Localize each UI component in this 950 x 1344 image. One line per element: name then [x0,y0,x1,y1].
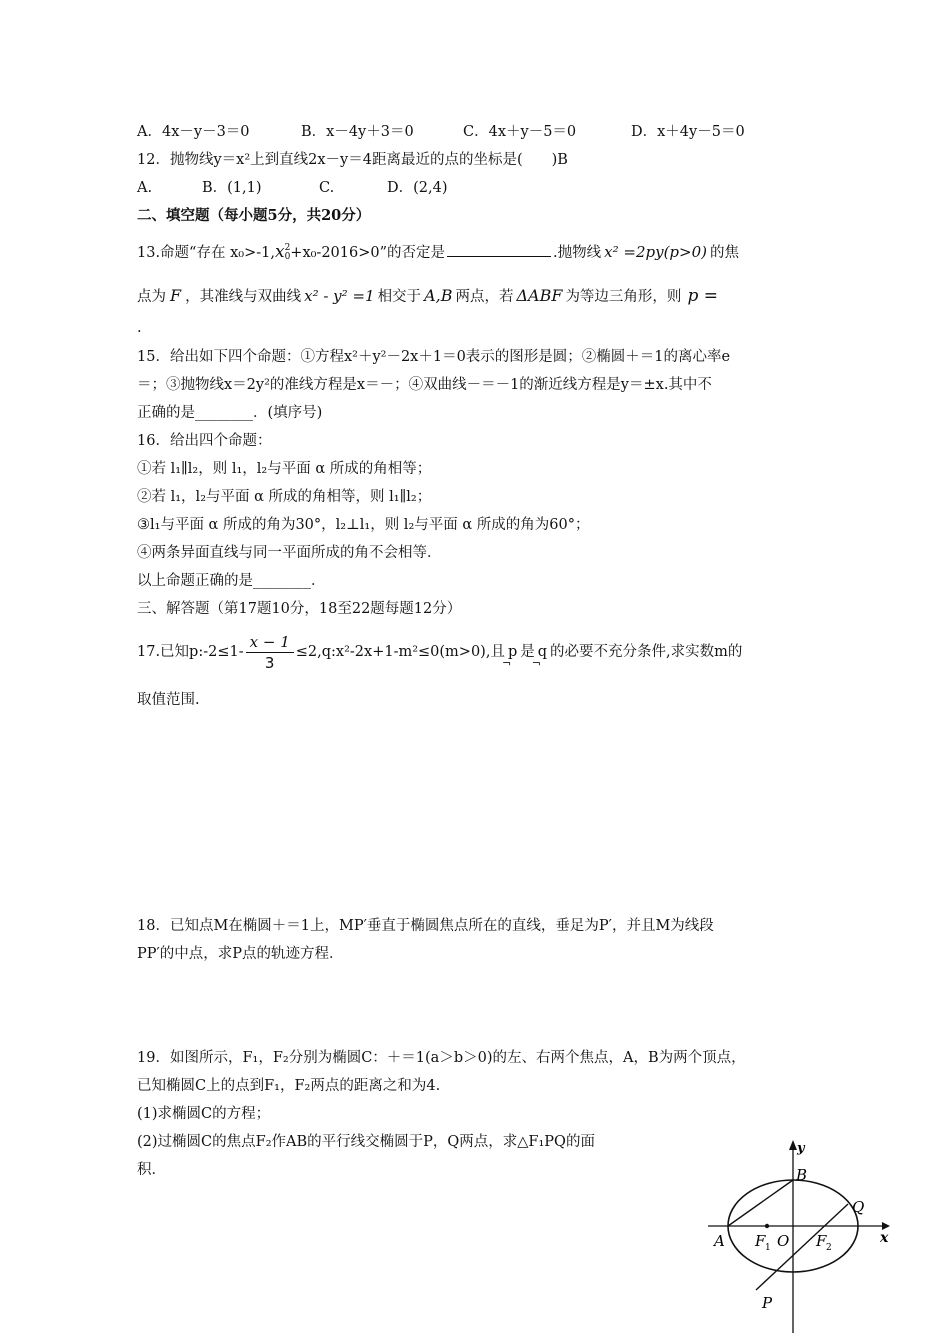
label-f2: F [816,1232,827,1250]
q13-part3: .抛物线 [553,245,602,261]
q16-line5: ④两条异面直线与同一平面所成的角不会相等． [137,545,442,561]
q12-stem: 12．抛物线y＝x²上到直线2x－y＝4距离最近的点的坐标是( )B [137,152,568,168]
q13-triangle-math: ΔABF [516,286,563,305]
label-y: y [797,1141,805,1156]
focus-f1-dot [765,1224,769,1228]
q19-line2: 已知椭圆C上的点到F₁，F₂两点的距离之和为4. [137,1078,441,1094]
q17-not-q [531,642,548,670]
q17-not-symbol-2: ¬ [531,657,541,670]
label-x: x [880,1230,889,1246]
q16-line1: 16．给出四个命题： [137,433,272,449]
q13-part9: 为等边三角形，则 [565,289,682,305]
q11-option-a: A．4x－y－3＝0 [137,124,250,140]
label-f1-sub: 1 [765,1243,771,1253]
label-a: A [714,1232,725,1250]
q16-line4: ③l₁与平面 α 所成的角为30°，l₂⊥l₁，则 l₂与平面 α 所成的角为60°； [137,517,590,533]
q11-option-b: B．x－4y＋3＝0 [301,124,414,140]
q12-option-c: C. [319,180,335,196]
q17-frac-numerator: x − 1 [249,632,290,651]
q13-line3: . [137,320,142,336]
q12-option-b: B．(1,1) [202,180,262,196]
label-p: P [762,1294,773,1312]
q15-line2: ＝；③抛物线x＝2y²的准线方程是x＝－；④双曲线－＝－1的渐近线方程是y＝±x.其中不 [137,377,712,393]
q11-options [137,122,745,142]
label-f2-sub: 2 [826,1243,832,1253]
q13-line1 [137,242,739,263]
q17-p: p [507,644,518,660]
q13-x0-scripts: 2 0 [284,242,291,262]
q13-f-math: F [170,286,182,305]
q19-line5: 积． [137,1162,166,1178]
q15-line1: 15．给出如下四个命题：①方程x²＋y²－2x＋1＝0表示的图形是圆；②椭圆＋＝1的离心率e [137,349,731,365]
q17-part3: 是 [520,644,535,660]
q17-line2: 取值范围. [137,692,200,708]
q13-part7: 相交于 [377,289,422,305]
q17-q: q [537,644,548,660]
q15-line3: 正确的是________．(填序号) [137,405,323,421]
q13-p-math: p = [687,286,718,306]
q13-part2: +x₀-2016>0”的否定是 [290,245,446,261]
section3-heading: 三、解答题（第17题10分，18至22题每题12分） [137,601,462,617]
q13-x0-math [275,242,290,262]
q18-line1: 18．已知点M在椭圆＋＝1上，MP′垂直于椭圆焦点所在的直线，垂足为P′，并且M为线段 [137,918,714,934]
q11-option-d: D．x＋4y－5＝0 [631,124,745,140]
section2-heading: 二、填空题（每小题5分，共20分） [137,207,371,224]
q17-part1: 17.已知p:-2≤1- [137,644,244,660]
q13-x0-letter: x [274,242,285,262]
q13-part8: 两点，若 [455,289,514,305]
q16-line3: ②若 l₁，l₂与平面 α 所成的角相等，则 l₁∥l₂； [137,489,432,505]
y-axis-arrow [789,1140,797,1150]
q17-not-p [501,642,518,670]
q16-line6: 以上命题正确的是________． [137,573,326,589]
q11-option-c: C．4x＋y－5＝0 [463,124,577,140]
q13-part4: 的焦 [710,245,739,261]
q12-option-a: A. [137,180,153,196]
q13-part1: 13.命题“存在 x₀>-1, [137,245,275,261]
q17-fraction [246,632,294,673]
q19-line1: 19．如图所示，F₁，F₂分别为椭圆C：＋＝1(a＞b＞0)的左、右两个焦点，A，B为两个顶点， [137,1050,746,1066]
q12-option-d: D．(2,4) [387,180,448,196]
q12-options [137,178,448,198]
q13-answer-blank[interactable] [447,242,551,257]
q18-line2: PP′的中点，求P点的轨迹方程． [137,946,344,962]
label-o: O [777,1232,790,1250]
q13-part5: 点为 [137,289,166,305]
q13-hyperbola-math: x² - y² =1 [304,287,375,305]
ellipse-figure [700,1138,900,1338]
q13-line2 [137,286,718,307]
q19-line3: (1)求椭圆C的方程； [137,1106,271,1122]
label-q: Q [852,1198,865,1216]
q19-line4: (2)过椭圆C的焦点F₂作AB的平行线交椭圆于P，Q两点，求△F₁PQ的面 [137,1134,595,1150]
q17-line1 [137,627,742,677]
q17-part4: 的必要不充分条件,求实数m的 [550,644,743,660]
label-f1: F [755,1232,766,1250]
q17-not-symbol-1: ¬ [501,657,512,670]
q17-frac-denominator: 3 [264,653,275,672]
label-b: B [796,1166,808,1184]
q13-part6: ，其准线与双曲线 [185,289,302,305]
q13-ab-math: A,B [424,286,453,305]
q13-parabola-math: x² =2py(p>0) [604,243,707,261]
x-axis-arrow [882,1222,890,1230]
q16-line2: ①若 l₁∥l₂，则 l₁，l₂与平面 α 所成的角相等； [137,461,432,477]
q17-part2: ≤2,q:x²-2x+1-m²≤0(m>0),且 [295,644,505,660]
